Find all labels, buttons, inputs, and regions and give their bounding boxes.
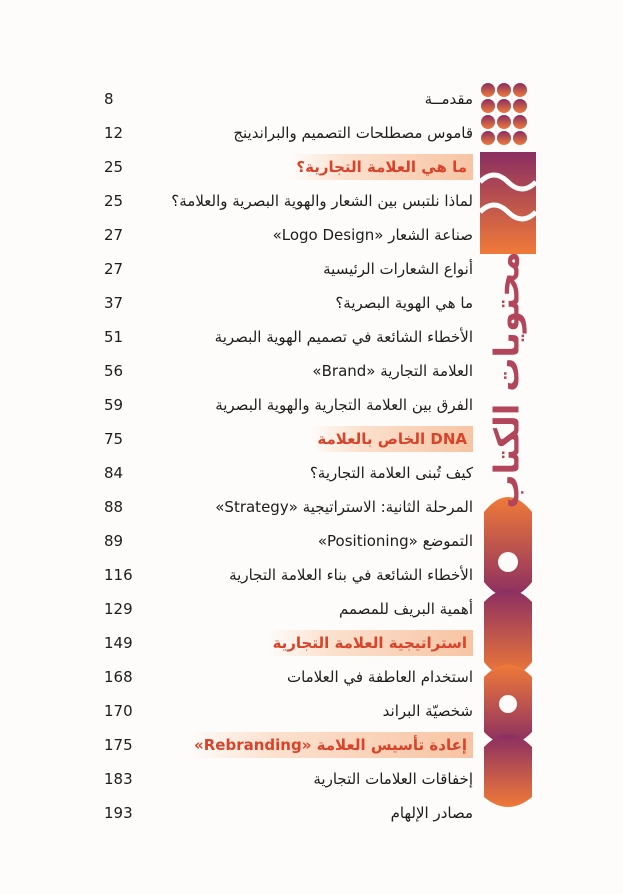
toc-page: 27: [104, 260, 124, 278]
toc-title: العلامة التجارية «Brand»: [312, 362, 473, 380]
toc-page: 168: [104, 668, 133, 686]
toc-page: 37: [104, 294, 124, 312]
toc-row[interactable]: [0, 694, 623, 728]
toc-title: الأخطاء الشائعة في تصميم الهوية البصرية: [214, 328, 473, 346]
toc-row[interactable]: [0, 524, 623, 558]
toc-title: إخفاقات العلامات التجارية: [313, 770, 473, 788]
toc-page: 129: [104, 600, 133, 618]
toc-title: ما هي العلامة التجارية؟: [290, 154, 473, 180]
toc-title: الأخطاء الشائعة في بناء العلامة التجارية: [229, 566, 473, 584]
toc-row[interactable]: [0, 286, 623, 320]
toc-row[interactable]: [0, 388, 623, 422]
toc-title: كيف تُبنى العلامة التجارية؟: [309, 464, 473, 482]
toc-title: DNA الخاص بالعلامة: [311, 426, 473, 452]
toc-page: 25: [104, 158, 124, 176]
toc-page: 175: [104, 736, 133, 754]
toc-row[interactable]: [0, 320, 623, 354]
toc-title: شخصيّة البراند: [382, 702, 473, 720]
toc-title: أنواع الشعارات الرئيسية: [323, 260, 473, 278]
toc-title: قاموس مصطلحات التصميم والبراندينج: [233, 124, 473, 142]
toc-row[interactable]: [0, 490, 623, 524]
toc-row-highlighted[interactable]: [0, 728, 623, 762]
toc-page: 149: [104, 634, 133, 652]
toc-row[interactable]: [0, 762, 623, 796]
toc-row-highlighted[interactable]: [0, 150, 623, 184]
toc-row[interactable]: [0, 82, 623, 116]
toc-row[interactable]: [0, 660, 623, 694]
toc-title: ما هي الهوية البصرية؟: [335, 294, 473, 312]
toc-page: 75: [104, 430, 124, 448]
toc-row[interactable]: [0, 354, 623, 388]
toc-title: مصادر الإلهام: [390, 804, 473, 822]
toc-page: 183: [104, 770, 133, 788]
toc-page: 25: [104, 192, 124, 210]
toc-page: 84: [104, 464, 124, 482]
toc-title: استراتيجية العلامة التجارية: [267, 630, 473, 656]
toc-title: لماذا نلتبس بين الشعار والهوية البصرية والعلامة؟: [171, 192, 473, 210]
toc-title: إعادة تأسيس العلامة «Rebranding»: [188, 732, 473, 758]
toc-row[interactable]: [0, 252, 623, 286]
toc-page: 88: [104, 498, 124, 516]
toc-row[interactable]: [0, 116, 623, 150]
toc-page: 12: [104, 124, 124, 142]
toc-title: أهمية البريف للمصمم: [339, 600, 473, 618]
toc-row[interactable]: [0, 456, 623, 490]
toc-page: 51: [104, 328, 124, 346]
toc-row[interactable]: [0, 218, 623, 252]
toc-title: استخدام العاطفة في العلامات: [286, 668, 473, 686]
toc-row[interactable]: [0, 592, 623, 626]
book-title: محتويات الكتاب: [487, 251, 528, 509]
toc-row[interactable]: [0, 184, 623, 218]
toc-title: المرحلة الثانية: الاستراتيجية «Strategy»: [215, 498, 473, 516]
toc-row[interactable]: [0, 558, 623, 592]
toc-title: التموضع «Positioning»: [317, 532, 473, 550]
toc-title: صناعة الشعار «Logo Design»: [272, 226, 473, 244]
toc-row-highlighted[interactable]: [0, 422, 623, 456]
toc-title: الفرق بين العلامة التجارية والهوية البصرية: [215, 396, 473, 414]
toc-page: 170: [104, 702, 133, 720]
toc-page: 89: [104, 532, 124, 550]
toc-title: مقدمــة: [424, 90, 473, 108]
toc-page: 59: [104, 396, 124, 414]
toc-row-highlighted[interactable]: [0, 626, 623, 660]
toc-page: 27: [104, 226, 124, 244]
toc-page: 193: [104, 804, 133, 822]
toc-page: 8: [104, 90, 114, 108]
toc-page: 116: [104, 566, 133, 584]
toc-page: 56: [104, 362, 124, 380]
toc-row[interactable]: [0, 796, 623, 830]
